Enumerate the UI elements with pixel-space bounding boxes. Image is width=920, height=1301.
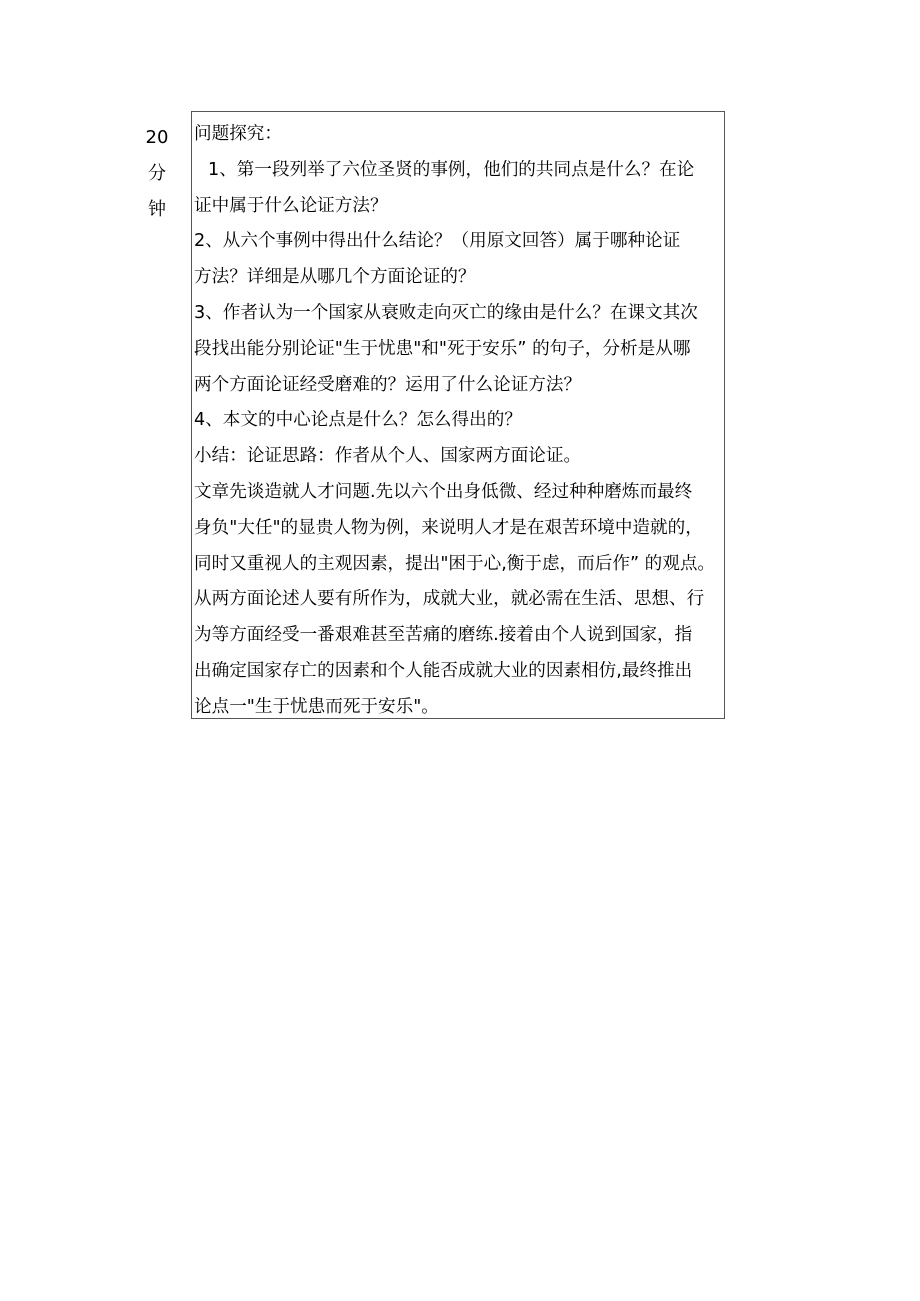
time-unit-char-2: 钟 (148, 199, 166, 220)
section-heading: 问题探究： (194, 124, 282, 144)
lesson-content-cell (191, 111, 725, 719)
analysis-line-5: 为等方面经受一番艰难甚至苦痛的磨练.接着由个人说到国家，指 (194, 625, 693, 646)
question-2-line-2: 方法？详细是从哪几个方面论证的？ (194, 267, 476, 288)
question-3-line-2: 段找出能分别论证"生于忧患"和"死于安乐” 的句子，分析是从哪 (194, 338, 691, 359)
time-allocation (133, 120, 181, 228)
question-3-line-3: 两个方面论证经受磨难的？运用了什么论证方法？ (194, 374, 582, 395)
question-1-line-2: 证中属于什么论证方法？ (194, 195, 388, 216)
time-number: 20 (145, 127, 169, 148)
analysis-line-7: 论点一"生于忧患而死于安乐"。 (194, 696, 439, 717)
analysis-line-4: 从两方面论述人要有所作为，成就大业，就必需在生活、思想、行 (194, 589, 705, 610)
summary-line: 小结：论证思路：作者从个人、国家两方面论证。 (194, 446, 582, 467)
analysis-line-2: 身负"大任"的显贵人物为例，来说明人才是在艰苦环境中造就的， (194, 517, 703, 538)
question-1-line-1: 1、第一段列举了六位圣贤的事例，他们的共同点是什么？在论 (208, 159, 695, 180)
analysis-line-3: 同时又重视人的主观因素，提出"困于心,衡于虑，而后作” 的观点。 (194, 553, 716, 574)
analysis-line-1: 文章先谈造就人才问题.先以六个出身低微、经过种种磨炼而最终 (194, 481, 693, 502)
question-2-line-1: 2、从六个事例中得出什么结论？（用原文回答）属于哪种论证 (194, 231, 681, 252)
time-unit-char-1: 分 (148, 163, 166, 184)
question-3-line-1: 3、作者认为一个国家从衰败走向灭亡的缘由是什么？在课文其次 (194, 302, 698, 323)
analysis-line-6: 出确定国家存亡的因素和个人能否成就大业的因素相仿,最终推出 (194, 660, 693, 681)
question-4-line-1: 4、本文的中心论点是什么？怎么得出的？ (194, 410, 522, 431)
